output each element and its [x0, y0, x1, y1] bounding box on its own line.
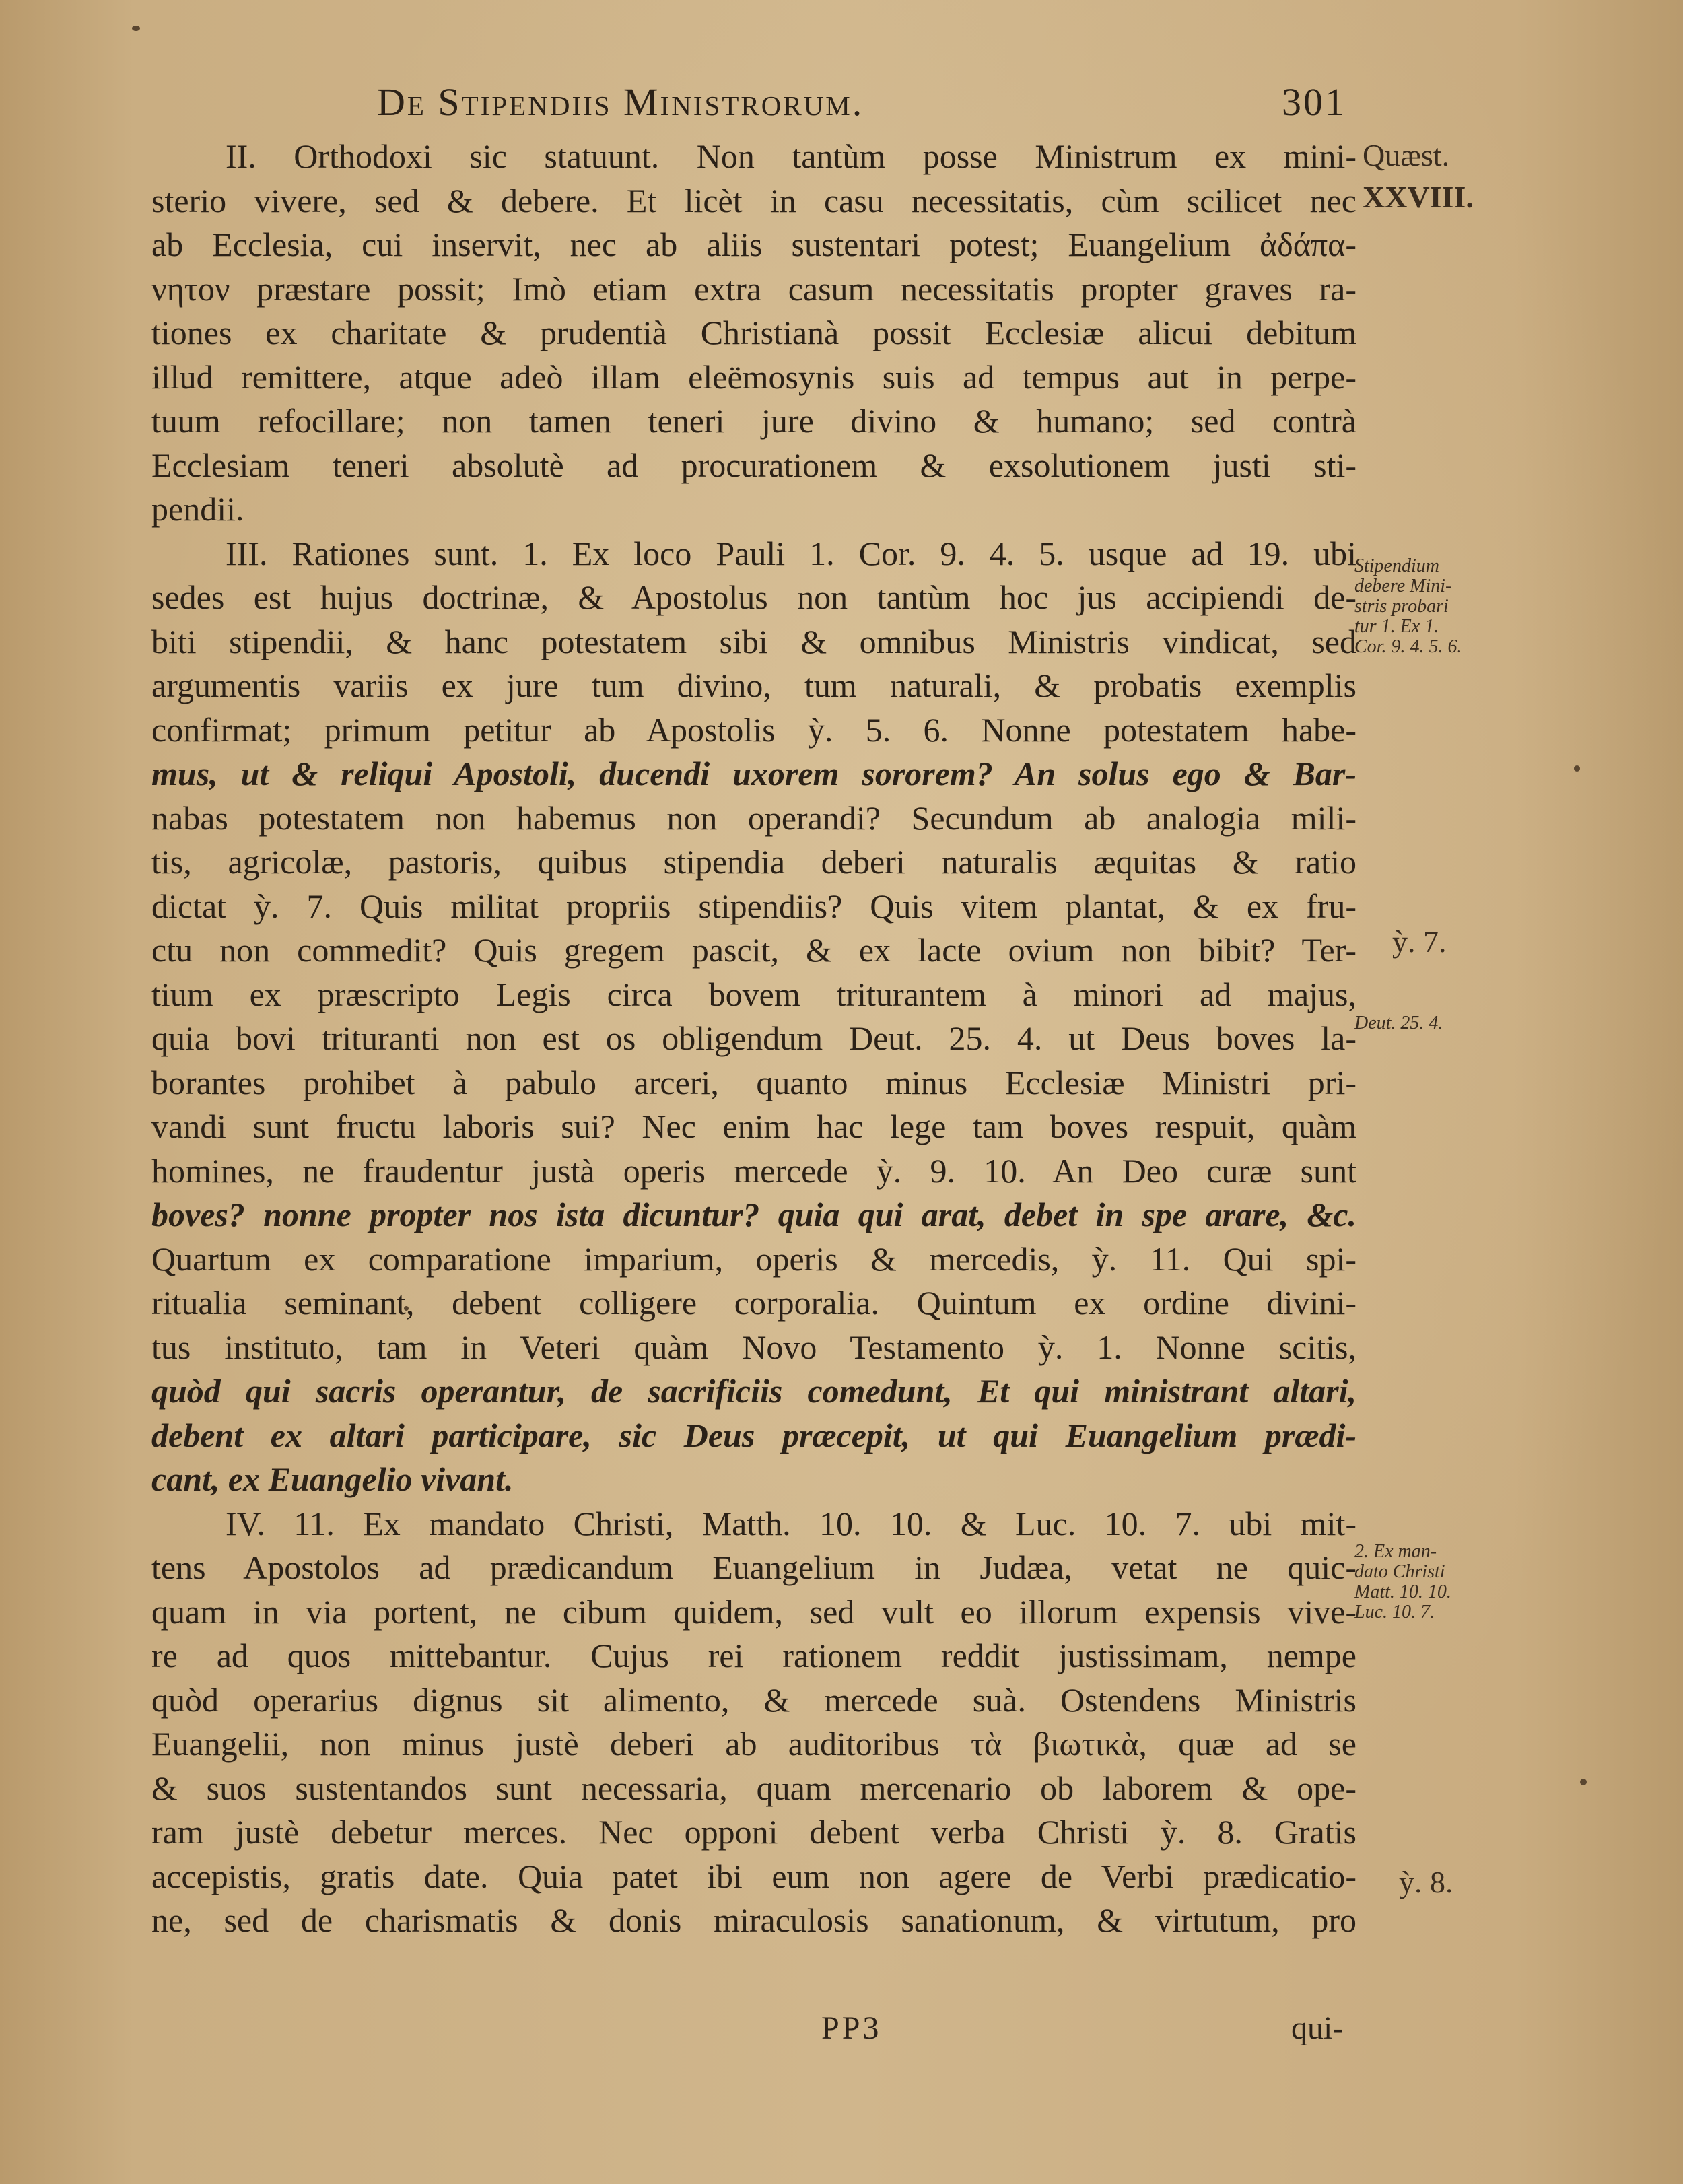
text-line: quòd operarius dignus sit alimento, & mercede suà. Ostendens Ministris — [151, 1680, 1356, 1719]
text-line: tiones ex charitate & prudentià Christianà possit Ecclesiæ alicui debitum — [151, 314, 1356, 351]
text-line: Quartum ex comparatione imparium, operis & mercedis, ỳ. 11. Qui spi- — [151, 1239, 1356, 1278]
paragraph-iv — [151, 1502, 1356, 1943]
margin-quaestio-label: Quæst. — [1363, 138, 1450, 172]
margin-note-line: 2. Ex man- — [1354, 1541, 1437, 1562]
text-line: ab Ecclesia, cui inservit, nec ab aliis sustentari potest; Euangelium ἀδάπα- — [151, 226, 1356, 263]
text-line: sedes est hujus doctrinæ, & Apostolus non tantùm hoc jus accipiendi de- — [151, 578, 1356, 616]
margin-note-stipendium — [1354, 556, 1462, 657]
margin-quaestio — [1363, 135, 1474, 218]
text-line: borantes prohibet à pabulo arceri, quanto minus Ecclesiæ Ministri pri- — [151, 1063, 1356, 1101]
margin-note-mandato — [1354, 1542, 1451, 1623]
text-line: quam in via portent, ne cibum quidem, sed vult eo illorum expensis vive- — [151, 1592, 1356, 1631]
text-line: tium ex præscripto Legis circa bovem triturantem à minori ad majus, — [151, 975, 1356, 1013]
text-line: accepistis, gratis date. Quia patet ibi eum non agere de Verbi prædicatio- — [151, 1857, 1356, 1895]
text-line: ne, sed de charismatis & donis miraculosis sanationum, & virtutum, pro — [151, 1901, 1356, 1939]
paragraph-iii — [151, 532, 1356, 1502]
text-line: debent ex altari participare, sic Deus præcepit, ut qui Euangelium prædi- — [151, 1416, 1356, 1454]
margin-note-line: Stipendium — [1354, 555, 1439, 576]
text-line: boves? nonne propter nos ista dicuntur? quia qui arat, debet in spe arare, &c. — [151, 1196, 1356, 1233]
margin-note-line: tur 1. Ex 1. — [1354, 616, 1439, 637]
text-line: Euangelii, non minus justè deberi ab auditoribus τὰ βιωτικὰ, quæ ad se — [151, 1725, 1356, 1763]
text-line: νητον præstare possit; Imò etiam extra casum necessitatis propter graves ra- — [151, 269, 1356, 308]
margin-note-line: Matt. 10. 10. — [1354, 1581, 1451, 1602]
text-line: argumentis variis ex jure tum divino, tum naturali, & probatis exemplis — [151, 667, 1356, 704]
text-line: tuum refocillare; non tamen teneri jure divino & humano; sed contrà — [151, 402, 1356, 440]
page-number: 301 — [1282, 80, 1346, 124]
text-line: ram justè debetur merces. Nec opponi debent verba Christi ỳ. 8. Gratis — [151, 1813, 1356, 1851]
text-line: sterio vivere, sed & debere. Et licèt in casu necessitatis, cùm scilicet nec — [151, 181, 1356, 219]
text-line: tis, agricolæ, pastoris, quibus stipendia deberi naturalis æquitas & ratio — [151, 843, 1356, 881]
margin-note-verse-8: ỳ. 8. — [1399, 1865, 1453, 1899]
margin-note-verse-7: ỳ. 7. — [1392, 924, 1447, 959]
margin-note-line: Luc. 10. 7. — [1354, 1602, 1435, 1623]
text-line: quia bovi trituranti non est os obligendum Deut. 25. 4. ut Deus boves la- — [151, 1019, 1356, 1057]
text-line: IV. 11. Ex mandato Christi, Matth. 10. 10. & Luc. 10. 7. ubi mit- — [226, 1504, 1356, 1542]
margin-note-line: dato Christi — [1354, 1561, 1445, 1582]
margin-quaestio-number: XXVIII. — [1363, 180, 1474, 214]
text-line: re ad quos mittebantur. Cujus rei rationem reddit justissimam, nempe — [151, 1637, 1356, 1674]
text-line: III. Rationes sunt. 1. Ex loco Pauli 1. Cor. 9. 4. 5. usque ad 19. ubi — [226, 534, 1356, 572]
signature-mark: PP3 — [821, 2010, 882, 2046]
text-line: homines, ne fraudentur justà operis mercede ỳ. 9. 10. An Deo curæ sunt — [151, 1151, 1356, 1190]
text-line: & suos sustentandos sunt necessaria, quam mercenario ob laborem & ope- — [151, 1769, 1356, 1807]
main-text — [151, 135, 1356, 1943]
text-line: tus instituto, tam in Veteri quàm Novo Testamento ỳ. 1. Nonne scitis, — [151, 1328, 1356, 1366]
text-line: Ecclesiam teneri absolutè ad procurationem & exsolutionem justi sti- — [151, 446, 1356, 484]
text-line: mus, ut & reliqui Apostoli, ducendi uxorem sororem? An solus ego & Bar- — [151, 755, 1356, 792]
text-line: pendii. — [151, 490, 244, 528]
text-line: ctu non commedit? Quis gregem pascit, & ex lacte ovium non bibit? Ter- — [151, 931, 1356, 969]
ink-spot — [1574, 765, 1580, 772]
text-line: cant, ex Euangelio vivant. — [151, 1460, 514, 1498]
text-line: II. Orthodoxi sic statuunt. Non tantùm posse Ministrum ex mini- — [226, 137, 1356, 175]
ink-spot — [132, 26, 140, 31]
text-line: nabas potestatem non habemus non operandi? Secundum ab analogia mili- — [151, 798, 1356, 837]
text-line: tens Apostolos ad prædicandum Euangelium in Judæa, vetat ne quic- — [151, 1548, 1356, 1586]
margin-note-deut: Deut. 25. 4. — [1354, 1013, 1443, 1033]
text-line: dictat ỳ. 7. Quis militat propriis stipendiis? Quis vitem plantat, & ex fru- — [151, 887, 1356, 925]
catchword: qui- — [1291, 2010, 1344, 2046]
text-line: quòd qui sacris operantur, de sacrificiis comedunt, Et qui ministrant altari, — [151, 1372, 1356, 1410]
text-line: confirmat; primum petitur ab Apostolis ỳ. 5. 6. Nonne potestatem habe- — [151, 710, 1356, 749]
page-header — [377, 79, 1346, 140]
text-line: biti stipendii, & hanc potestatem sibi & omnibus Ministris vindicat, sed — [151, 622, 1356, 660]
text-line: ritualia seminant, debent colligere corporalia. Quintum ex ordine divini- — [151, 1284, 1356, 1322]
paragraph-ii — [151, 135, 1356, 532]
text-line: illud remittere, atque adeò illam eleëmosynis suis ad tempus aut in perpe- — [151, 357, 1356, 396]
margin-note-line: debere Mini- — [1354, 576, 1452, 596]
running-title: De Stipendiis Ministrorum. — [377, 80, 864, 124]
margin-note-line: Cor. 9. 4. 5. 6. — [1354, 636, 1462, 657]
text-line: vandi sunt fructu laboris sui? Nec enim hac lege tam boves respuit, quàm — [151, 1107, 1356, 1145]
ink-spot — [1580, 1779, 1587, 1785]
margin-note-line: stris probari — [1354, 596, 1449, 617]
